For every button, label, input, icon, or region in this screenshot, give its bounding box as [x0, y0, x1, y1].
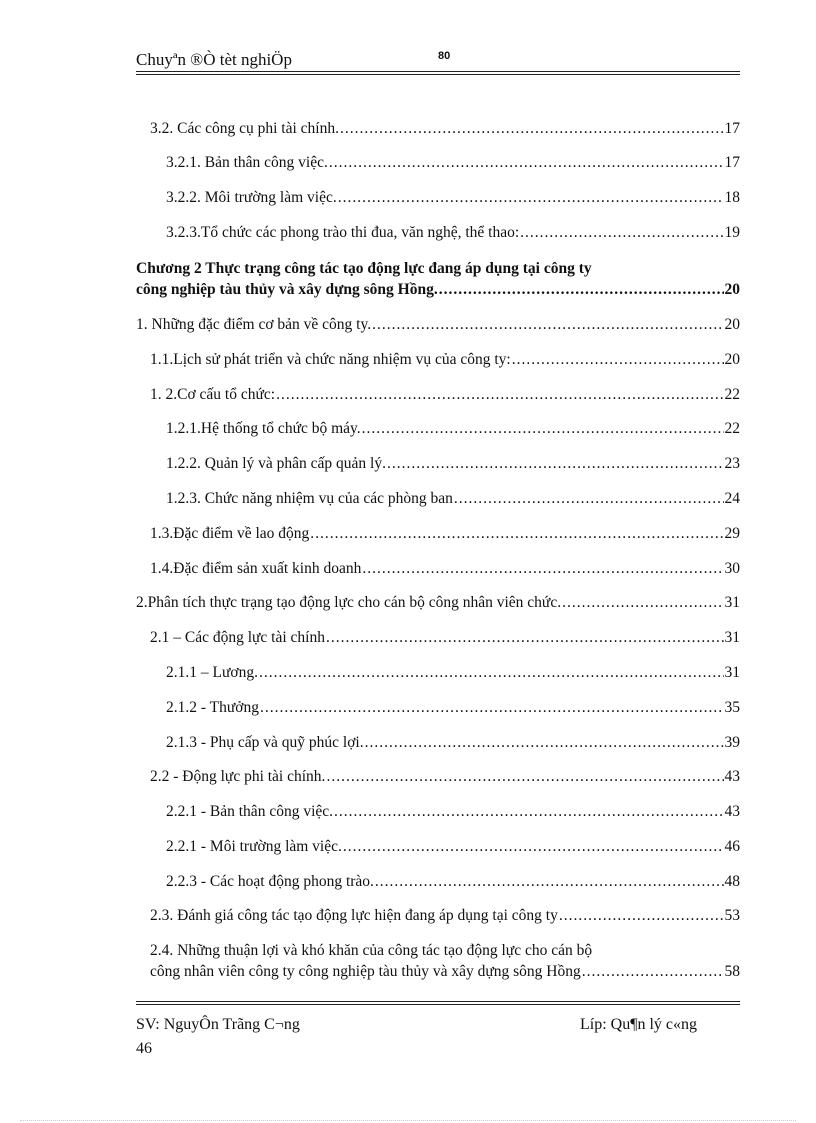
toc-leader-dots — [276, 386, 723, 404]
toc-leader-dots — [362, 420, 724, 438]
toc-leader-dots — [326, 768, 723, 786]
toc-entry-title: 2.2.3 - Các hoạt động phong trào. — [166, 873, 374, 890]
bottom-border — [20, 1120, 796, 1121]
toc-leader-dots — [520, 224, 723, 242]
toc-entry-title: 1. Những đặc điểm cơ bản về công ty. — [136, 316, 372, 333]
toc-leader-dots — [343, 838, 724, 856]
toc-entry-title: 1.2.1.Hệ thống tổ chức bộ máy. — [166, 420, 361, 437]
toc-entry-title: 1.1.Lịch sử phát triển và chức năng nhiệm vụ của công ty: — [150, 351, 511, 368]
toc-entry-title: Chương 2 Thực trạng công tác tạo động lực đang áp dụng tại công ty — [136, 260, 592, 277]
toc-leader-dots — [365, 734, 724, 752]
toc-leader-dots — [340, 120, 724, 138]
toc-entry-title: 2.1.1 – Lương. — [166, 664, 258, 681]
footer-student: SV: NguyÔn Trãng C¬ng — [136, 1016, 300, 1033]
toc-page-number: 20 — [724, 351, 740, 368]
toc-entry-title: 1.3.Đặc điểm về lao động — [150, 525, 310, 542]
toc-entry-title: 2.3. Đánh giá công tác tạo động lực hiện đang áp dụng tại công ty — [150, 907, 558, 924]
toc-entry-title: 2.1.2 - Thưởng — [166, 699, 259, 716]
toc-entry-title: 3.2. Các công cụ phi tài chính. — [150, 120, 339, 137]
toc-entry-title: 1. 2.Cơ cấu tổ chức: — [150, 386, 276, 403]
toc-leader-dots — [326, 629, 724, 647]
footer-class: Líp: Qu¶n lý c«ng — [580, 1016, 698, 1033]
toc-page-number: 20 — [724, 316, 740, 333]
toc-leader-dots — [310, 525, 723, 543]
toc-entry-title: công nghiệp tàu thủy và xây dựng sông Hồng. — [136, 281, 438, 298]
toc-leader-dots — [562, 594, 723, 612]
toc-page-number: 17 — [724, 154, 740, 171]
toc-entry-title: 1.2.2. Quản lý và phân cấp quản lý. — [166, 455, 386, 472]
toc-leader-dots — [375, 873, 724, 891]
toc-page-number: 20 — [724, 281, 740, 298]
toc-entry-title: công nhân viên công ty công nghiệp tàu thủy và xây dựng sông Hồng — [150, 963, 581, 980]
toc-leader-dots — [338, 189, 724, 207]
footer-divider — [136, 1001, 740, 1005]
toc-page-number: 48 — [724, 873, 740, 890]
toc-page-number: 18 — [724, 189, 740, 206]
toc-leader-dots — [454, 490, 724, 508]
toc-leader-dots — [260, 699, 724, 717]
toc-leader-dots — [439, 281, 724, 299]
toc-page-number: 23 — [724, 455, 740, 472]
toc-leader-dots — [559, 907, 724, 925]
toc-entry-title: 3.2.1. Bản thân công việc. — [166, 154, 328, 171]
toc-page-number: 39 — [724, 734, 740, 751]
toc-page-number: 19 — [724, 224, 740, 241]
toc-entry-title: 3.2.2. Môi trường làm việc. — [166, 189, 337, 206]
toc-page-number: 17 — [724, 120, 740, 137]
toc-entry-title: 2.1.3 - Phụ cấp và quỹ phúc lợi. — [166, 734, 364, 751]
toc-leader-dots — [334, 803, 723, 821]
toc-page-number: 58 — [724, 963, 740, 980]
footer-class-number: 46 — [136, 1040, 152, 1057]
toc-entry-title: 3.2.3.Tổ chức các phong trào thi đua, văn nghệ, thể thao: — [166, 224, 520, 241]
toc-leader-dots — [362, 560, 723, 578]
toc-page-number: 31 — [724, 629, 740, 646]
toc-leader-dots — [259, 664, 724, 682]
toc-leader-dots — [582, 963, 724, 981]
toc-page-number: 53 — [724, 907, 740, 924]
toc-entry-title: 2.2 - Động lực phi tài chính. — [150, 768, 326, 785]
toc-page-number: 31 — [724, 594, 740, 611]
toc-page-number: 22 — [724, 386, 740, 403]
toc-leader-dots — [372, 316, 723, 334]
toc-entry-title: 2.4. Những thuận lợi và khó khăn của công tác tạo động lực cho cán bộ — [150, 942, 593, 959]
toc-entry-title: 2.2.1 - Môi trường làm việc. — [166, 838, 342, 855]
toc-page-number: 46 — [724, 838, 740, 855]
header-title: Chuyªn ®Ò tèt nghiÖp — [136, 50, 292, 69]
toc-entry-title: 1.2.3. Chức năng nhiệm vụ của các phòng ban — [166, 490, 453, 507]
toc-leader-dots — [512, 351, 724, 369]
toc-entry-title: 2.1 – Các động lực tài chính — [150, 629, 325, 646]
toc-page-number: 31 — [724, 664, 740, 681]
toc-page-number: 43 — [724, 768, 740, 785]
toc-page-number: 24 — [724, 490, 740, 507]
toc-page-number: 43 — [724, 803, 740, 820]
toc-page-number: 30 — [724, 560, 740, 577]
toc-page-number: 29 — [724, 525, 740, 542]
toc-entry-title: 1.4.Đặc điểm sản xuất kinh doanh — [150, 560, 362, 577]
toc-leader-dots — [329, 154, 724, 172]
toc-entry-title: 2.Phân tích thực trạng tạo động lực cho cán bộ công nhân viên chức. — [136, 594, 562, 611]
toc-entry-title: 2.2.1 - Bản thân công việc. — [166, 803, 334, 820]
toc-page-number: 22 — [724, 420, 740, 437]
header-page-number: 80 — [438, 50, 451, 62]
toc-leader-dots — [387, 455, 724, 473]
toc-page-number: 35 — [724, 699, 740, 716]
